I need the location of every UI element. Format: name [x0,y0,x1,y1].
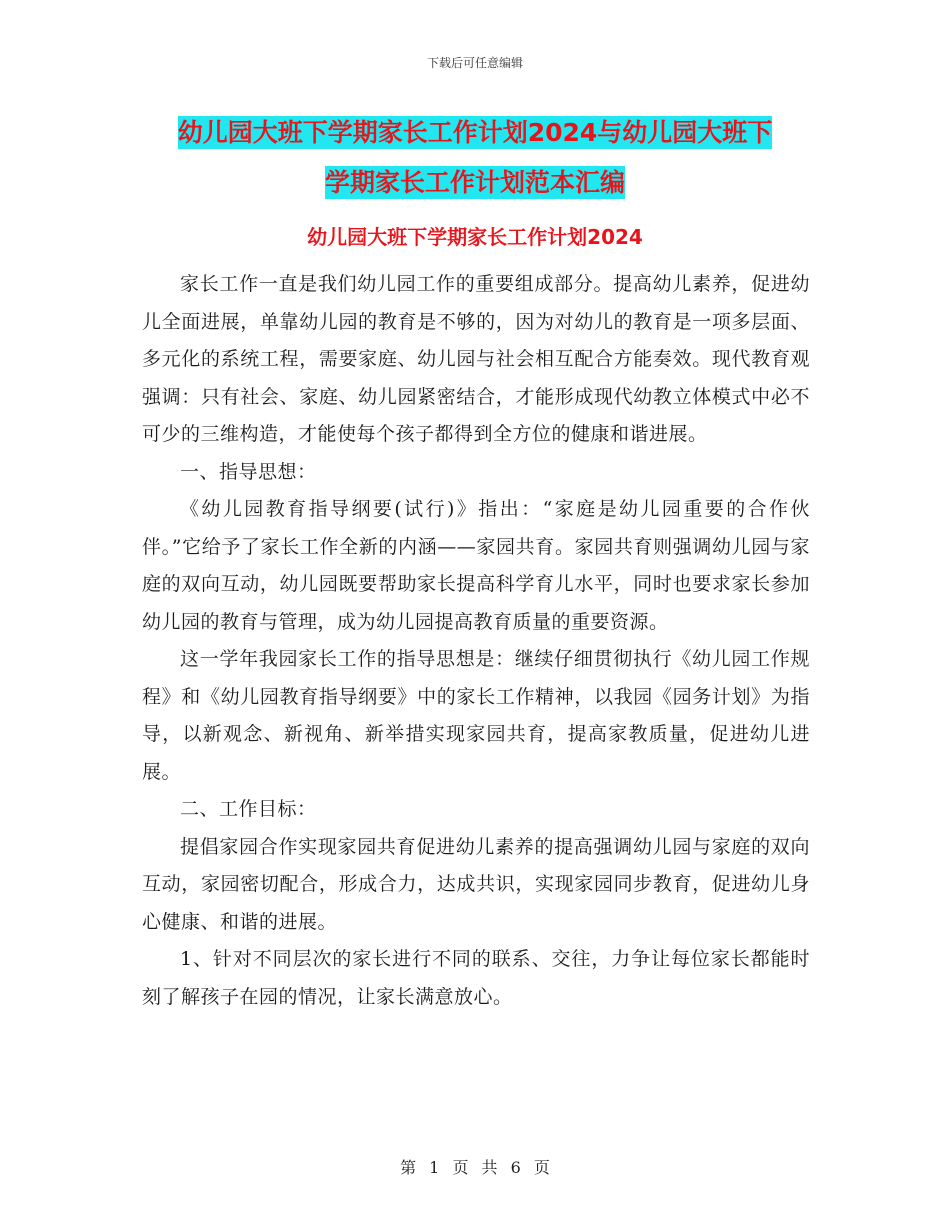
document-body [142,266,810,1016]
paragraph-goals: 提倡家园合作实现家园共育促进幼儿素养的提高强调幼儿园与家庭的双向互动，家园密切配合，形成合力，达成共识，实现家园同步教育，促进幼儿身心健康、和谐的进展。 [142,835,810,933]
document-title-line-2: 学期家长工作计划范本汇编 [324,168,625,197]
paragraph-intro: 家长工作一直是我们幼儿园工作的重要组成部分。提高幼儿素养，促进幼儿全面进展，单靠幼儿园的教育是不够的，因为对幼儿的教育是一项多层面、多元化的系统工程，需要家庭、幼儿园与社会相互配合方能奏效。现代教育观强调：只有社会、家庭、幼儿园紧密结合，才能形成现代幼教立体模式中必不可少的三维构造，才能使每个孩子都得到全方位的健康和谐进展。 [142,273,810,445]
document-title-line-1: 幼儿园大班下学期家长工作计划2024与幼儿园大班下 [177,118,773,147]
paragraph-item-1: 1、针对不同层次的家长进行不同的联系、交往，力争让每位家长都能时刻了解孩子在园的情况，让家长满意放心。 [142,948,810,1008]
document-title [140,108,810,208]
section-title: 幼儿园大班下学期家长工作计划2024 [307,225,643,249]
heading-guiding-principle: 一、指导思想： [180,460,317,483]
paragraph-principle: 这一学年我园家长工作的指导思想是：继续仔细贯彻执行《幼儿园工作规程》和《幼儿园教育指导纲要》中的家长工作精神，以我园《园务计划》为指导，以新观念、新视角、新举措实现家园共育，提高家教质量，促进幼儿进展。 [142,648,810,783]
paragraph-guideline: 《幼儿园教育指导纲要(试行)》指出：“家庭是幼儿园重要的合作伙伴。”它给予了家长工作全新的内涵——家园共育。家园共育则强调幼儿园与家庭的双向互动，幼儿园既要帮助家长提高科学育儿水平，同时也要求家长参加幼儿园的教育与管理，成为幼儿园提高教育质量的重要资源。 [142,498,810,633]
page-footer: 第 1 页 共 6 页 [400,1158,550,1177]
heading-work-goals: 二、工作目标： [180,798,317,820]
header-note: 下载后可任意编辑 [426,56,523,70]
